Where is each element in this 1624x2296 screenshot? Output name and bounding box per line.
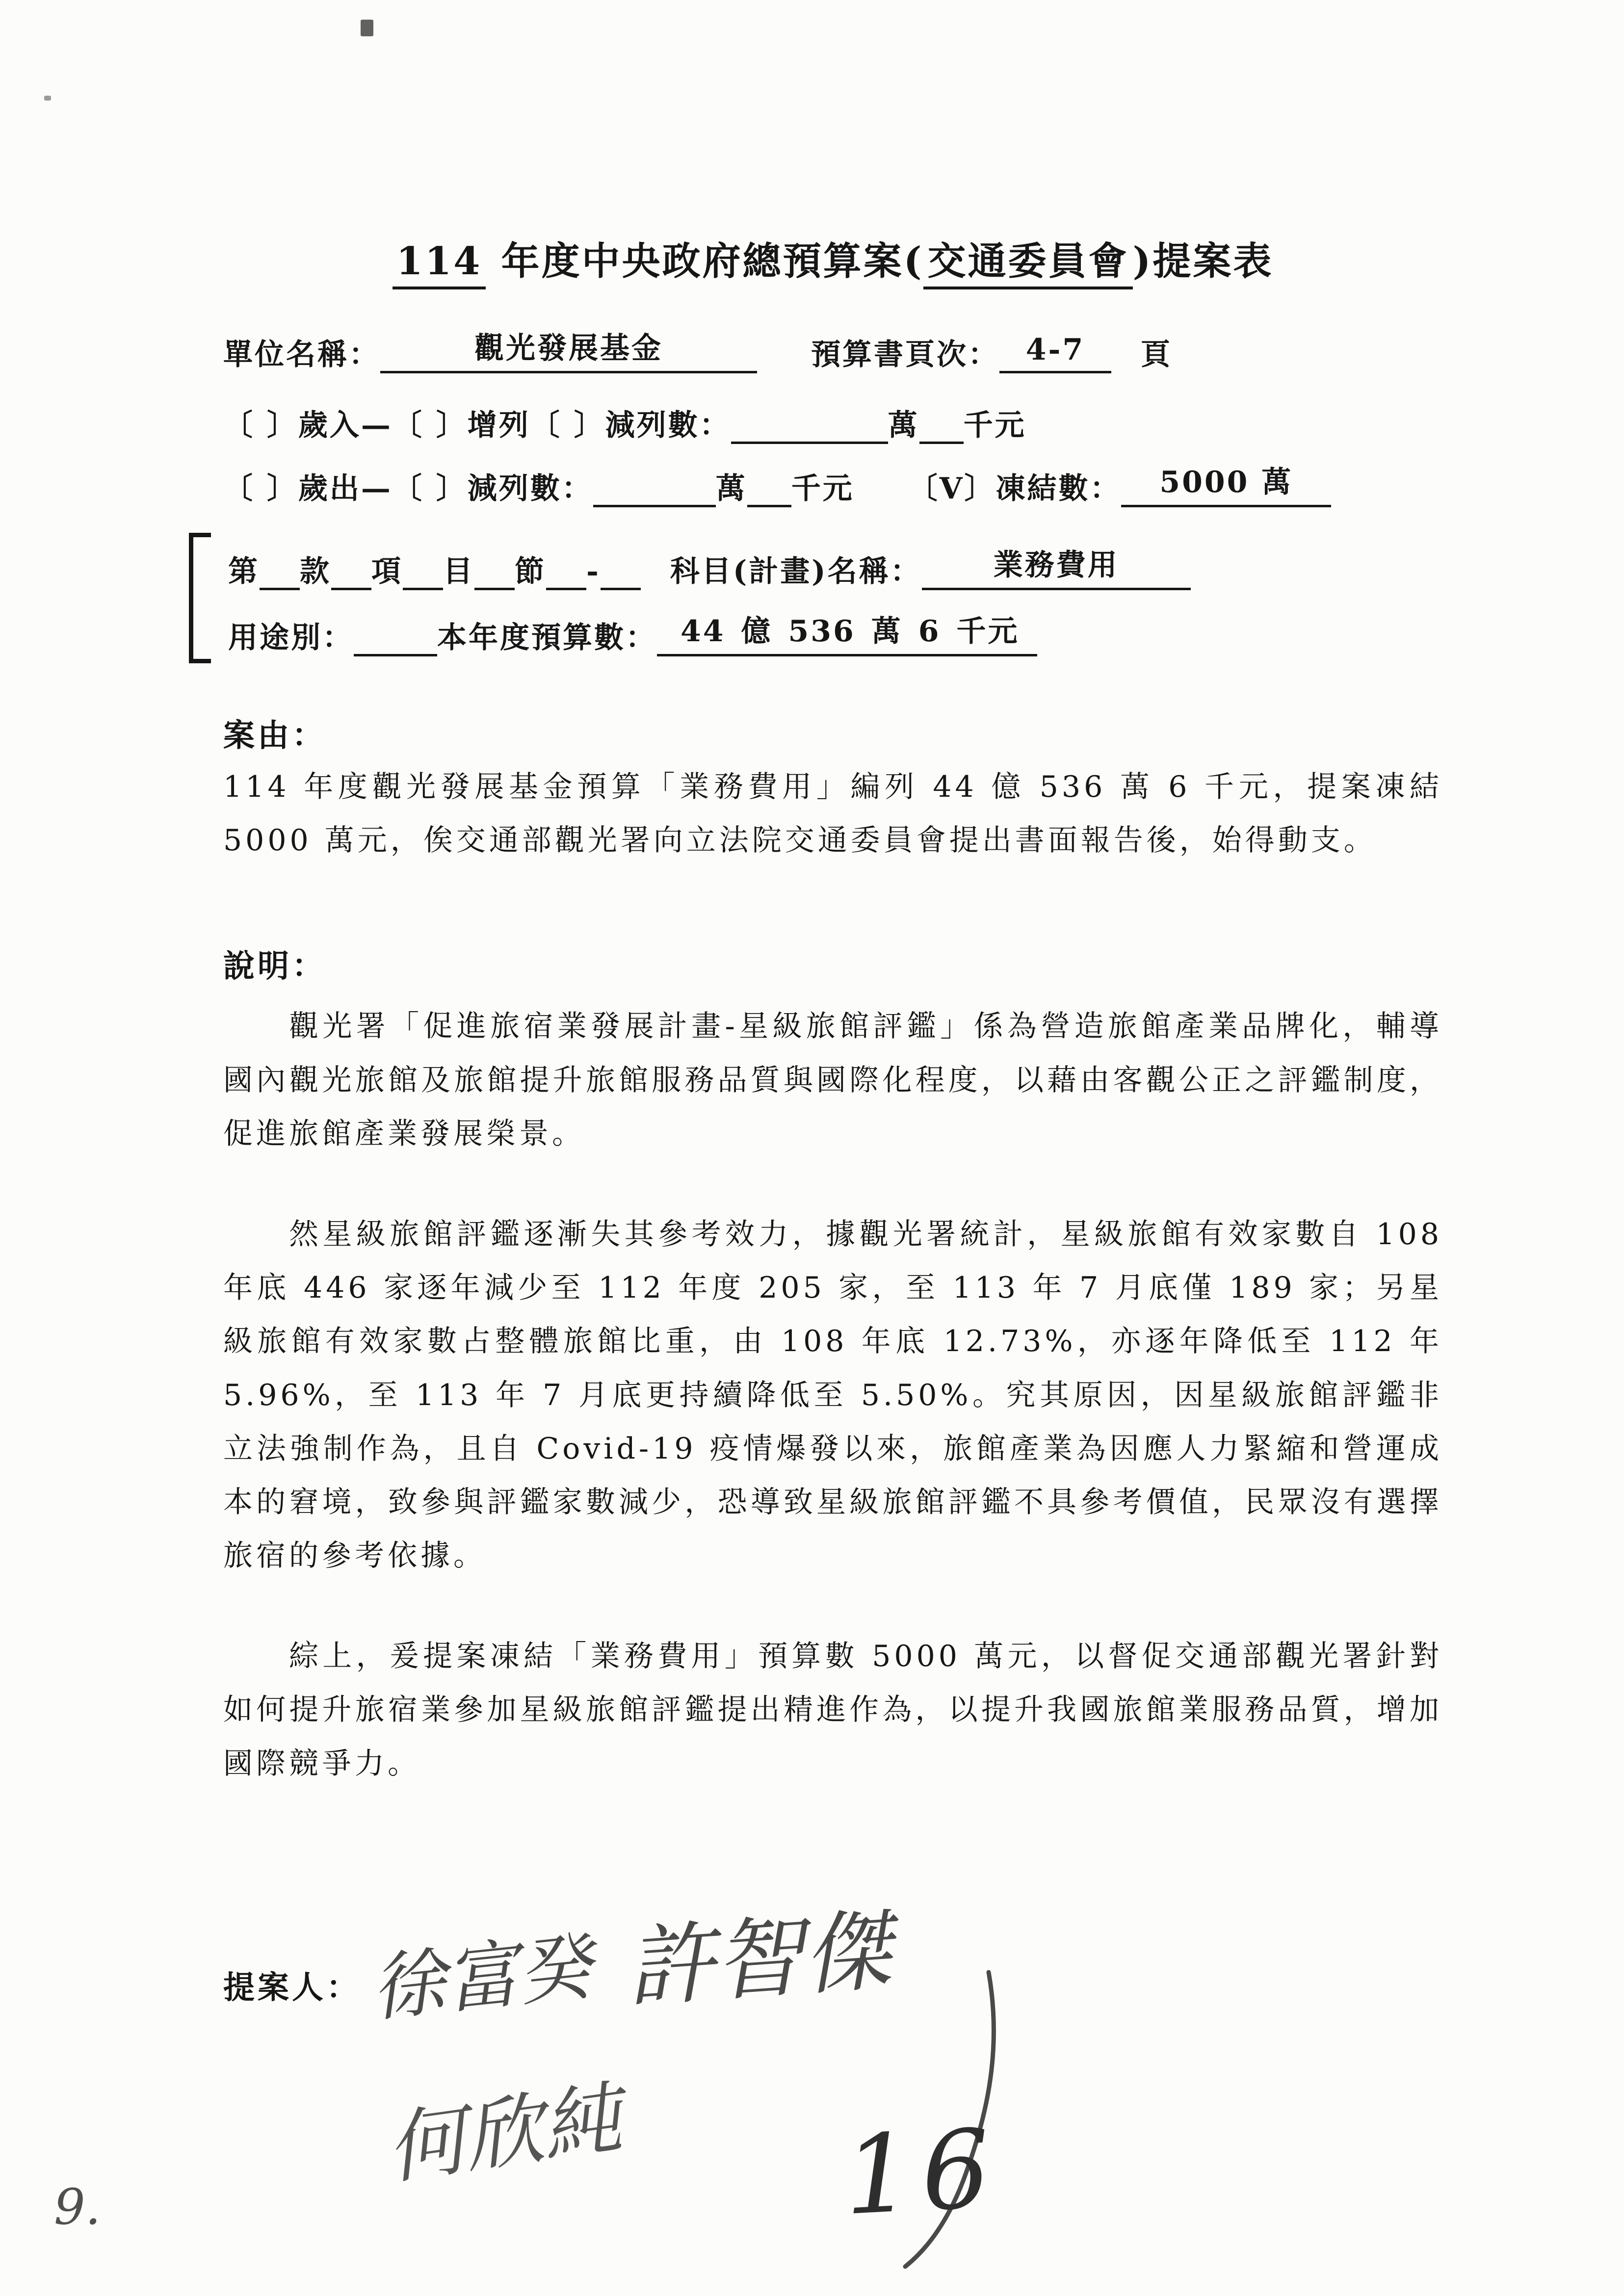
expense-label: 〔 〕歲出—〔 〕減列數： [223, 471, 593, 506]
item-mu-blank [403, 555, 443, 590]
budget-amount-value [657, 608, 1037, 656]
title-tail: )提案表 [1132, 239, 1274, 284]
scan-speck [44, 96, 51, 101]
row-expenditure [223, 459, 1442, 507]
item-dash: - [586, 554, 601, 589]
budget-page-suffix: 頁 [1141, 338, 1172, 372]
item-xiang-label: 項 [371, 554, 403, 589]
handwritten-signature-1: 徐富癸 [367, 1924, 596, 2032]
item-jie-num-blank [546, 555, 586, 590]
explanation-paragraph: 然星級旅館評鑑逐漸失其參考效力，據觀光署統計，星級旅館有效家數自 108 年底 446 家逐年減少至 112 年度 205 家，至 113 年 7 月底僅 189 家；另星級旅館有效家數占整體旅館比重，由 108 年底 12.73%，亦逐年降低至 112 年 5.96%，至 113 年 7 月底更持續降低至 5.50%。究其原因，因星級旅館評鑑非立法強制作為，且自 Covid-19 疫情爆發以來，旅館產業為因應人力緊縮和營運成本的窘境，致參與評鑑家數減少，恐導致星級旅館評鑑不具參考價值，民眾沒有選擇旅宿的參考依據。 [223, 1217, 1442, 1573]
revenue-qian-unit: 千元 [963, 408, 1026, 443]
expense-amount-blank [593, 472, 716, 507]
unit-name-label: 單位名稱： [223, 338, 380, 372]
proposer-label: 提案人： [223, 1969, 361, 2006]
budget-yi-unit: 億 [741, 614, 773, 649]
case-label: 案由： [223, 717, 326, 754]
budget-wan-value: 536 [788, 614, 856, 649]
case-text: 114 年度觀光發展基金預算「業務費用」編列 44 億 536 萬 6 千元，提案凍結 5000 萬元，俟交通部觀光署向立法院交通委員會提出書面報告後，始得動支。 [223, 770, 1442, 858]
case-section [223, 710, 1442, 867]
revenue-wan-unit: 萬 [888, 408, 919, 443]
freeze-value: 5000 萬 [1121, 459, 1331, 507]
proposer-section [223, 1899, 1442, 2252]
document-content [223, 231, 1442, 2252]
row-usage [228, 608, 1442, 656]
budget-yi-value: 44 [681, 614, 726, 649]
expense-wan-unit: 萬 [715, 471, 747, 506]
budget-amount-label: 本年度預算數： [437, 621, 657, 655]
title-committee: 交通委員會 [923, 239, 1132, 289]
revenue-qian-blank [919, 409, 964, 444]
expense-qian-blank [747, 472, 791, 507]
title-mid: 年度中央政府總預算案( [486, 239, 924, 284]
expense-qian-unit: 千元 [791, 471, 854, 506]
budget-qian-unit: 千元 [956, 614, 1020, 649]
subject-value: 業務費用 [922, 542, 1191, 590]
revenue-label: 〔 〕歲入—〔 〕增列〔 〕減列數： [223, 408, 731, 443]
usage-blank [354, 622, 437, 656]
explanation-paragraph: 觀光署「促進旅宿業發展計畫-星級旅館評鑑」係為營造旅館產業品牌化，輔導國內觀光旅館及旅館提升旅館服務品質與國際化程度，以藉由客觀公正之評鑑制度，促進旅館產業發展榮景。 [223, 1009, 1442, 1151]
handwritten-signature-3: 何欣純 [381, 2071, 627, 2195]
page-title [223, 231, 1442, 286]
title-year: 114 [393, 239, 486, 289]
handwritten-page-number: 16 [840, 2105, 1002, 2240]
usage-label: 用途別： [228, 621, 354, 655]
item-jie-label: 節 [515, 554, 546, 589]
item-di-label: 第 [228, 554, 260, 589]
item-xiang-blank [331, 555, 371, 590]
explanation-body [223, 1000, 1442, 1790]
row-item-number [228, 542, 1442, 590]
left-bracket-mark [189, 533, 211, 663]
explanation-paragraph: 綜上，爰提案凍結「業務費用」預算數 5000 萬元，以督促交通部觀光署針對如何提升旅宿業參加星級旅館評鑑提出精進作為，以提升我國旅館業服務品質，增加國際競爭力。 [223, 1639, 1442, 1781]
budget-qian-value: 6 [918, 614, 941, 649]
budget-page-label: 預算書頁次： [811, 338, 999, 372]
handwritten-signature-2: 許智傑 [623, 1899, 894, 2020]
explanation-label: 說明： [223, 948, 326, 985]
budget-wan-unit: 萬 [871, 614, 903, 649]
row-unit-name [223, 325, 1442, 373]
item-mu-label: 目 [443, 554, 474, 589]
item-usage-group [223, 542, 1442, 656]
freeze-label: 〔V〕凍結數： [908, 471, 1122, 506]
item-sub-blank [601, 555, 641, 590]
row-revenue [223, 402, 1442, 444]
item-kuan-label: 款 [300, 554, 331, 589]
handwritten-corner-mark: 9. [54, 2178, 101, 2236]
item-jie-blank [474, 555, 515, 590]
explanation-section [223, 941, 1442, 1790]
scan-speck [361, 20, 373, 36]
unit-name-value: 觀光發展基金 [380, 325, 757, 373]
budget-page-value: 4-7 [999, 333, 1111, 373]
item-kuan-blank [260, 555, 300, 590]
subject-label: 科目(計畫)名稱： [670, 554, 922, 589]
revenue-amount-blank [731, 409, 888, 444]
